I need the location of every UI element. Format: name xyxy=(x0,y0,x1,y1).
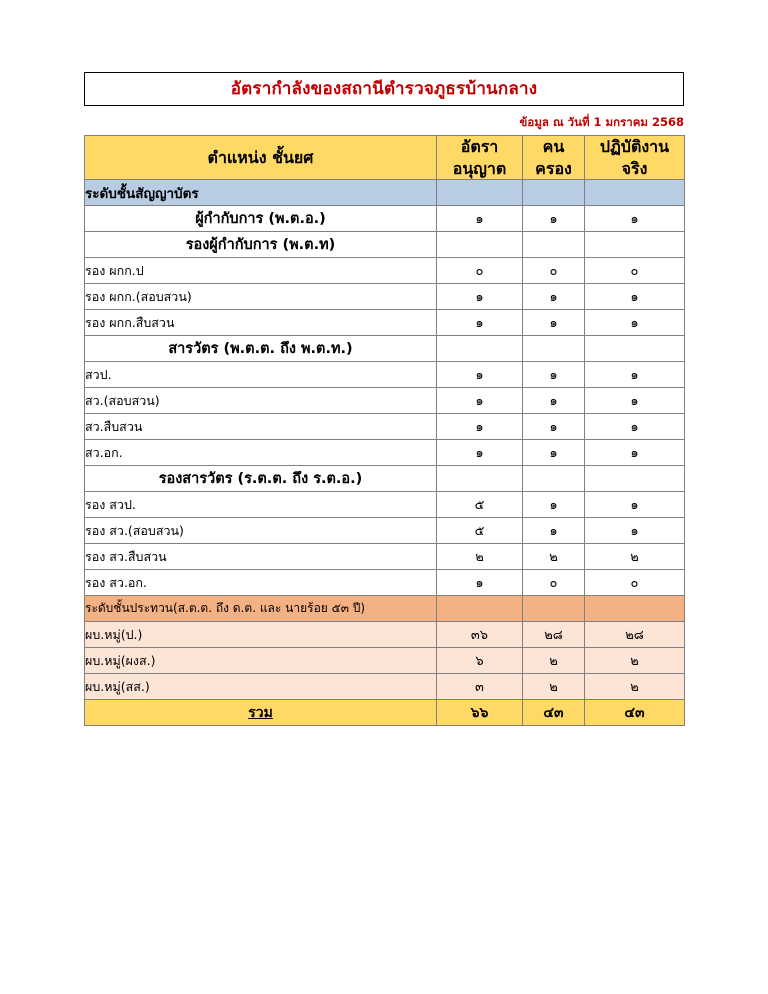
cell-quota: ๒ xyxy=(437,544,523,570)
table-header-row xyxy=(85,136,685,180)
cell-position: รอง สว.อก. xyxy=(85,570,437,596)
cell-quota: ๖๖ xyxy=(437,700,523,726)
cell-filled: ๑ xyxy=(523,388,585,414)
cell-actual: ๔๓ xyxy=(585,700,685,726)
total-label-text: รวม xyxy=(248,704,273,721)
cell-filled: ๑ xyxy=(523,206,585,232)
cell-filled: ๑ xyxy=(523,518,585,544)
cell-filled xyxy=(523,336,585,362)
cell-quota: ๑ xyxy=(437,310,523,336)
cell-quota xyxy=(437,180,523,206)
cell-position: สวป. xyxy=(85,362,437,388)
personnel-table xyxy=(84,135,685,726)
cell-actual xyxy=(585,232,685,258)
cell-filled: ๒๘ xyxy=(523,622,585,648)
cell-filled: ๒ xyxy=(523,544,585,570)
table-row xyxy=(85,388,685,414)
cell-actual: ๑ xyxy=(585,440,685,466)
cell-actual: ๑ xyxy=(585,492,685,518)
cell-filled: ๐ xyxy=(523,258,585,284)
column-header-filled xyxy=(523,136,585,180)
cell-quota: ๕ xyxy=(437,518,523,544)
table-row xyxy=(85,648,685,674)
table-header xyxy=(85,136,685,180)
cell-position: ผบ.หมู่(ป.) xyxy=(85,622,437,648)
column-header-actual-line2: จริง xyxy=(621,158,648,178)
cell-quota: ๑ xyxy=(437,570,523,596)
table-row xyxy=(85,622,685,648)
cell-position: สว.(สอบสวน) xyxy=(85,388,437,414)
cell-quota: ๑ xyxy=(437,388,523,414)
cell-position: รองผู้กำกับการ (พ.ต.ท) xyxy=(85,232,437,258)
table-body xyxy=(85,180,685,726)
column-header-filled-line2: ครอง xyxy=(535,158,572,178)
table-row-total xyxy=(85,700,685,726)
cell-position: สว.อก. xyxy=(85,440,437,466)
table-row-category xyxy=(85,596,685,622)
table-row-subheader xyxy=(85,466,685,492)
cell-actual: ๒ xyxy=(585,674,685,700)
cell-actual xyxy=(585,596,685,622)
cell-quota: ๓ xyxy=(437,674,523,700)
cell-quota: ๕ xyxy=(437,492,523,518)
cell-actual: ๒ xyxy=(585,544,685,570)
cell-position: ระดับชั้นสัญญาบัตร xyxy=(85,180,437,206)
cell-actual: ๑ xyxy=(585,362,685,388)
column-header-actual xyxy=(585,136,685,180)
cell-position: ผบ.หมู่(ผงส.) xyxy=(85,648,437,674)
cell-position: สว.สืบสวน xyxy=(85,414,437,440)
table-row xyxy=(85,570,685,596)
cell-actual: ๒ xyxy=(585,648,685,674)
cell-position: ผู้กำกับการ (พ.ต.อ.) xyxy=(85,206,437,232)
table-row xyxy=(85,674,685,700)
cell-position: รอง สว.(สอบสวน) xyxy=(85,518,437,544)
cell-quota: ๓๖ xyxy=(437,622,523,648)
cell-filled xyxy=(523,232,585,258)
cell-actual xyxy=(585,180,685,206)
table-row xyxy=(85,258,685,284)
cell-filled xyxy=(523,180,585,206)
cell-actual: ๐ xyxy=(585,258,685,284)
column-header-quota-line1: อัตรา xyxy=(460,137,499,156)
cell-quota: ๑ xyxy=(437,414,523,440)
cell-filled: ๑ xyxy=(523,284,585,310)
table-row-subheader xyxy=(85,206,685,232)
cell-position: รอง สวป. xyxy=(85,492,437,518)
cell-quota: ๑ xyxy=(437,206,523,232)
table-row xyxy=(85,440,685,466)
table-row xyxy=(85,284,685,310)
cell-filled: ๑ xyxy=(523,310,585,336)
cell-quota: ๖ xyxy=(437,648,523,674)
cell-filled: ๒ xyxy=(523,674,585,700)
cell-quota xyxy=(437,232,523,258)
cell-position: รอง สว.สืบสวน xyxy=(85,544,437,570)
cell-position: รองสารวัตร (ร.ต.ต. ถึง ร.ต.อ.) xyxy=(85,466,437,492)
cell-position: รอง ผกก.ป xyxy=(85,258,437,284)
cell-filled: ๑ xyxy=(523,414,585,440)
cell-filled: ๑ xyxy=(523,362,585,388)
page-title: อัตรากำลังของสถานีตำรวจภูธรบ้านกลาง xyxy=(230,78,538,99)
cell-actual: ๑ xyxy=(585,310,685,336)
cell-filled xyxy=(523,596,585,622)
cell-actual: ๑ xyxy=(585,284,685,310)
cell-actual: ๒๘ xyxy=(585,622,685,648)
cell-actual: ๐ xyxy=(585,570,685,596)
cell-quota xyxy=(437,596,523,622)
cell-position: รอง ผกก.สืบสวน xyxy=(85,310,437,336)
document-title-box xyxy=(84,72,684,106)
column-header-quota xyxy=(437,136,523,180)
cell-filled: ๔๓ xyxy=(523,700,585,726)
cell-quota: ๐ xyxy=(437,258,523,284)
column-header-filled-line1: คน xyxy=(542,137,565,156)
cell-position: สารวัตร (พ.ต.ต. ถึง พ.ต.ท.) xyxy=(85,336,437,362)
cell-actual xyxy=(585,336,685,362)
cell-quota xyxy=(437,336,523,362)
cell-position: รอง ผกก.(สอบสวน) xyxy=(85,284,437,310)
column-header-quota-line2: อนุญาต xyxy=(452,158,507,178)
table-row xyxy=(85,362,685,388)
cell-actual: ๑ xyxy=(585,518,685,544)
cell-actual: ๑ xyxy=(585,206,685,232)
document-subtitle: ข้อมูล ณ วันที่ 1 มกราคม 2568 xyxy=(519,115,684,129)
cell-filled: ๑ xyxy=(523,492,585,518)
cell-quota: ๑ xyxy=(437,440,523,466)
table-row xyxy=(85,518,685,544)
cell-filled: ๒ xyxy=(523,648,585,674)
table-row xyxy=(85,414,685,440)
column-header-actual-line1: ปฏิบัติงาน xyxy=(599,137,670,156)
table-row-subheader xyxy=(85,336,685,362)
cell-quota: ๑ xyxy=(437,362,523,388)
cell-filled xyxy=(523,466,585,492)
table-row-subheader xyxy=(85,232,685,258)
cell-quota xyxy=(437,466,523,492)
table-row-category xyxy=(85,180,685,206)
cell-filled: ๑ xyxy=(523,440,585,466)
cell-filled: ๐ xyxy=(523,570,585,596)
cell-position xyxy=(85,700,437,726)
cell-actual: ๑ xyxy=(585,388,685,414)
table-row xyxy=(85,310,685,336)
cell-actual: ๑ xyxy=(585,414,685,440)
cell-quota: ๑ xyxy=(437,284,523,310)
cell-position: ผบ.หมู่(สส.) xyxy=(85,674,437,700)
column-header-position: ตำแหน่ง ชั้นยศ xyxy=(85,136,437,180)
cell-position: ระดับชั้นประทวน(ส.ต.ต. ถึง ด.ต. และ นายร้อย ๕๓ ปี) xyxy=(85,596,437,622)
table-row xyxy=(85,492,685,518)
cell-actual xyxy=(585,466,685,492)
table-row xyxy=(85,544,685,570)
